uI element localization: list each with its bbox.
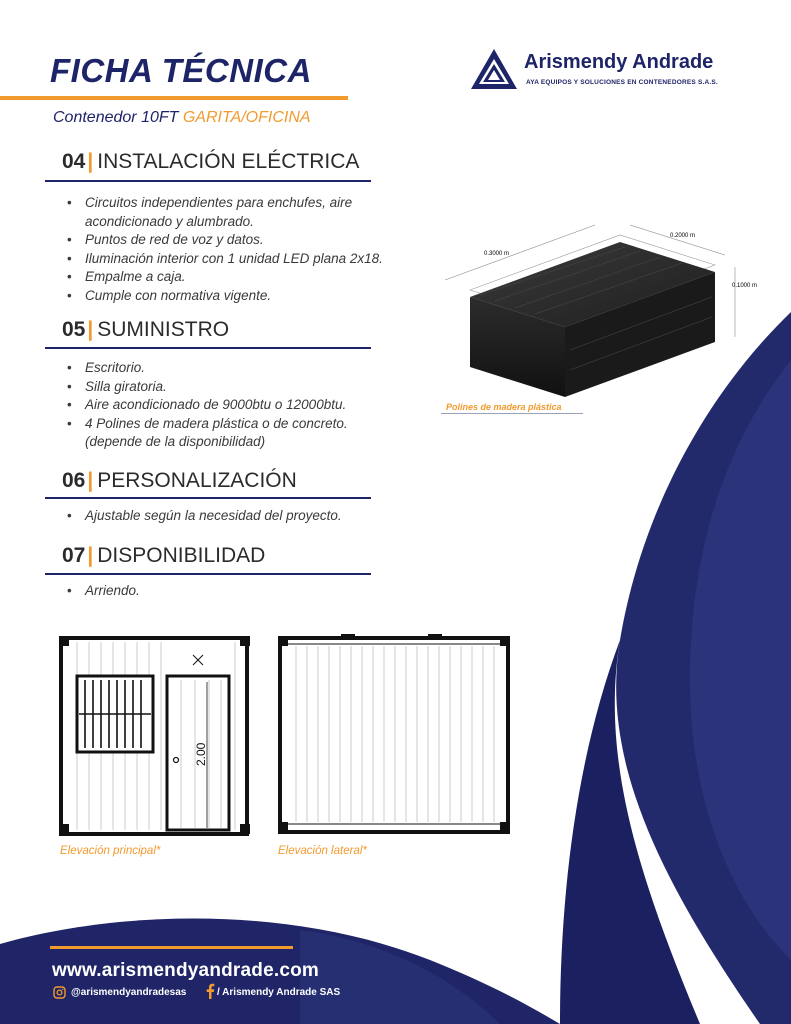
footer-underline <box>50 946 293 949</box>
section-number: 04 <box>62 150 86 173</box>
section-title: SUMINISTRO <box>97 318 230 341</box>
section-07-heading: 07| DISPONIBILIDAD <box>62 544 266 567</box>
page-subtitle <box>53 109 311 127</box>
list-item: • Aire acondicionado de 9000btu o 12000btu. <box>65 396 405 415</box>
facebook-page[interactable]: / Arismendy Andrade SAS <box>217 987 341 998</box>
section-04-rule <box>45 180 371 182</box>
section-06-list <box>65 507 405 526</box>
section-title: INSTALACIÓN ELÉCTRICA <box>97 150 360 173</box>
list-item: • Cumple con normativa vigente. <box>65 287 405 306</box>
section-06-rule <box>45 497 371 499</box>
list-item: • 4 Polines de madera plástica o de concreto. (depende de la disponibilidad) <box>65 415 395 452</box>
dimension-height: 0.1000 m <box>732 283 758 289</box>
section-05-rule <box>45 347 371 349</box>
instagram-icon[interactable] <box>53 986 66 999</box>
section-07-rule <box>45 573 371 575</box>
list-item: • Iluminación interior con 1 unidad LED plana 2x18. <box>65 250 405 269</box>
logo-tagline: AYA EQUIPOS Y SOLUCIONES EN CONTENEDORES S.A.S. <box>526 79 718 86</box>
section-06-heading: 06| PERSONALIZACIÓN <box>62 469 297 492</box>
section-05-list <box>65 359 405 452</box>
triangle-a-logo-icon <box>469 47 519 91</box>
section-04-heading: 04| INSTALACIÓN ELÉCTRICA <box>62 150 360 173</box>
subtitle-prefix: Contenedor 10FT <box>53 109 183 126</box>
front-elevation-caption: Elevación principal* <box>60 845 161 857</box>
list-item: • Escritorio. <box>65 359 405 378</box>
section-04-list <box>65 194 405 305</box>
logo-name: Arismendy Andrade <box>524 51 714 73</box>
door-height-label: 2.00 <box>194 742 208 766</box>
plastic-wood-block-image <box>420 205 760 415</box>
facebook-icon[interactable] <box>205 983 215 999</box>
photo-caption: Polines de madera plástica <box>446 402 562 412</box>
list-item: • Ajustable según la necesidad del proyecto. <box>65 507 405 526</box>
section-07-list <box>65 582 405 601</box>
side-elevation-caption: Elevación lateral* <box>278 845 367 857</box>
section-title: PERSONALIZACIÓN <box>97 469 297 492</box>
dimension-depth: 0.3000 m <box>484 251 510 257</box>
list-item: • Arriendo. <box>65 582 405 601</box>
section-title: DISPONIBILIDAD <box>97 544 266 567</box>
section-number: 07 <box>62 544 86 567</box>
photo-caption-rule <box>441 413 583 414</box>
subtitle-accent: GARITA/OFICINA <box>182 109 311 126</box>
list-item: • Puntos de red de voz y datos. <box>65 231 405 250</box>
list-item: • Silla giratoria. <box>65 378 405 397</box>
section-05-heading: 05| SUMINISTRO <box>62 318 230 341</box>
instagram-handle[interactable]: @arismendyandradesas <box>71 987 187 998</box>
section-number: 06 <box>62 469 86 492</box>
dimension-width: 0.2000 m <box>670 233 696 239</box>
list-item: • Circuitos independientes para enchufes, aire acondicionado y alumbrado. <box>65 194 405 231</box>
section-number: 05 <box>62 318 86 341</box>
website-link[interactable]: www.arismendyandrade.com <box>52 960 320 981</box>
front-elevation-drawing <box>57 634 252 842</box>
title-underline <box>0 96 348 100</box>
side-elevation-drawing <box>276 632 512 840</box>
list-item: • Empalme a caja. <box>65 268 405 287</box>
page-title: FICHA TÉCNICA <box>50 52 312 89</box>
